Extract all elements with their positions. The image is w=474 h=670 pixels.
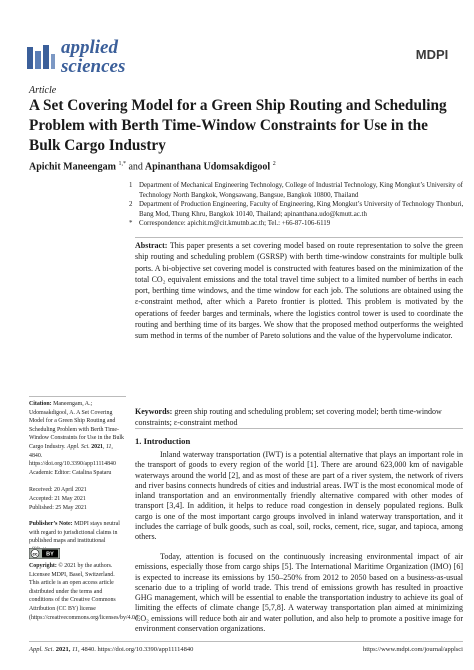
abstract-top-rule [135, 237, 463, 238]
keywords-bottom-rule [135, 428, 463, 429]
author-and: and [128, 161, 143, 173]
article-type: Article [29, 85, 57, 96]
citation-doi-link[interactable]: https://doi.org/10.3390/app11114840 [29, 461, 116, 468]
author-line [29, 161, 276, 172]
mdpi-logo-icon [407, 44, 457, 64]
cc-by-license-icon[interactable] [29, 548, 60, 559]
accepted-date: Accepted: 21 May 2021 [29, 496, 86, 502]
intro-paragraph-2: Today, attention is focused on the continuously increasing environmental impact of air emissions, especially those from cargo ships [5]. The International Maritime Organization (IMO) [6] is expected to increase its emissions by 150–250% from 2012 to 2050 based on a business-as-usual scenario due to a tripling of world trade. This trend of emissions growth has resulted in proactive GHG management, which will be essential to enable the transportation industry to achieve its goal of limiting the effects of climate change [5,7,8]. A waterway transportation plan aimed at minimizing CO₂ emissions will reduce both air and water pollution, and also help to promote a positive image for environment conservation organizations. [135, 552, 463, 634]
author-1[interactable]: Apichit Maneengam [29, 161, 116, 173]
correspondence: * Correspondence: apichit.m@cit.kmutnb.ac.th; Tel.: +66-87-106-6119 [129, 220, 331, 227]
affiliation-item: 1 Department of Mechanical Engineering Technology, College of Industrial Technology, King Mongkut’s University of Technology North Bangkok, Wongsawang, Bangsue, Bangkok 10800, Thailand [129, 182, 463, 199]
section-heading-introduction: 1. Introduction [135, 436, 191, 446]
keywords [135, 406, 463, 429]
citation-block: Citation: Maneengam, A.; Udomsakdigool, A. A Set Covering Model for a Green Ship Routing and Scheduling Problem with Berth Time-Window Constraints for Use in the Bulk Cargo Industry. Appl. Sci. 2021, 11, 4840. https://doi.org/10.3390/app11114840 [29, 401, 124, 468]
keywords-label: Keywords: [135, 407, 173, 416]
cc-label: cc [32, 551, 38, 557]
author-2-affil: 2 [272, 161, 276, 167]
affiliations [129, 181, 464, 229]
abstract [135, 240, 463, 342]
intro-paragraph-1: Inland waterway transportation (IWT) is a potential alternative that plays an important role in the transport of goods to every region of the world [1]. There are around 623,000 km of navigable waterways around the world [2], and as most of these are part of a river system, the network of rivers and river basins connects hundreds of cities and industrial areas. IWT is the most economical mode of inland transportation and an environmentally friendly alternative compared with other modes of transport [3,4]. In addition, it helps to reduce road congestion in densely populated regions. Bulk cargo is one of the most important cargo groups involved in inland waterway transportation, and it includes the carriage of bulk goods, such as coal, soil, rocks, cement, rice, sugar, and tapioca, among others. [135, 450, 463, 542]
copyright-block: Copyright: © 2021 by the authors. Licensee MDPI, Basel, Switzerland. This article is an open access article distributed under the terms and conditions of the Creative Commons Attribution (CC BY) license (https://creativecommons.org/licenses/by/4.0/). [29, 563, 140, 621]
abstract-label: Abstract: [135, 241, 168, 250]
affiliation-item: 2 Department of Production Engineering, Faculty of Engineering, King Mongkut’s University of Technology Thonburi, Bang Mod, Thung Khru, Bangkok 10140, Thailand; apinanthana.udo@kmutt.ac.th [129, 201, 464, 218]
paper-title: A Set Covering Model for a Green Ship Routing and Scheduling Problem with Berth Time-Window Constraints for Use in the Bulk Cargo Industry [29, 97, 447, 154]
cc-by-label: BY [46, 551, 54, 558]
journal-name: applied sciences [61, 37, 126, 77]
published-date: Published: 25 May 2021 [29, 505, 87, 511]
footer-rule [29, 641, 463, 642]
keywords-text: green ship routing and scheduling problem; set covering model; berth time-window constraints; ε-constraint method [135, 407, 442, 428]
sidebar-rule [29, 396, 126, 397]
received-date: Received: 20 April 2021 [29, 487, 87, 493]
footer-journal-url[interactable]: https://www.mdpi.com/journal/applsci [363, 646, 463, 653]
journal-logo-icon [26, 45, 56, 71]
footer-citation: Appl. Sci. 2021, 11, 4840. https://doi.org/10.3390/app11114840 [29, 646, 194, 653]
academic-editor: Academic Editor: Catalina Spataru [29, 470, 112, 476]
author-1-affil: 1,* [118, 161, 126, 167]
publisher-note: Publisher’s Note: MDPI stays neutral with regard to jurisdictional claims in published maps and institutional [29, 521, 120, 545]
publisher-logo-text: MDPI [415, 47, 449, 62]
abstract-text: This paper presents a set covering model based on route representation to solve the green ship routing and scheduling problem (GSRSP) with berth time-window constraints for multiple bulk ports. A bi-objective set covering model is constructed with features based on the minimization of the total CO₂ equivalent emissions and the total travel time subject to a limited number of berths in each port, berthing time windows, and the time window for each job. The solutions are obtained using the ε-constraint method, after which a Pareto frontier is plotted. This problem is motivated by the operations of feeder barges and terminals, where the logistics control tower is used to coordinate the routing and berthing time of its barges. We show that the proposed method outperforms the weighted sum method in terms of the number of Pareto solutions and the value of the hypervolume indicator. [135, 241, 463, 341]
author-2[interactable]: Apinanthana Udomsakdigool [144, 161, 271, 173]
